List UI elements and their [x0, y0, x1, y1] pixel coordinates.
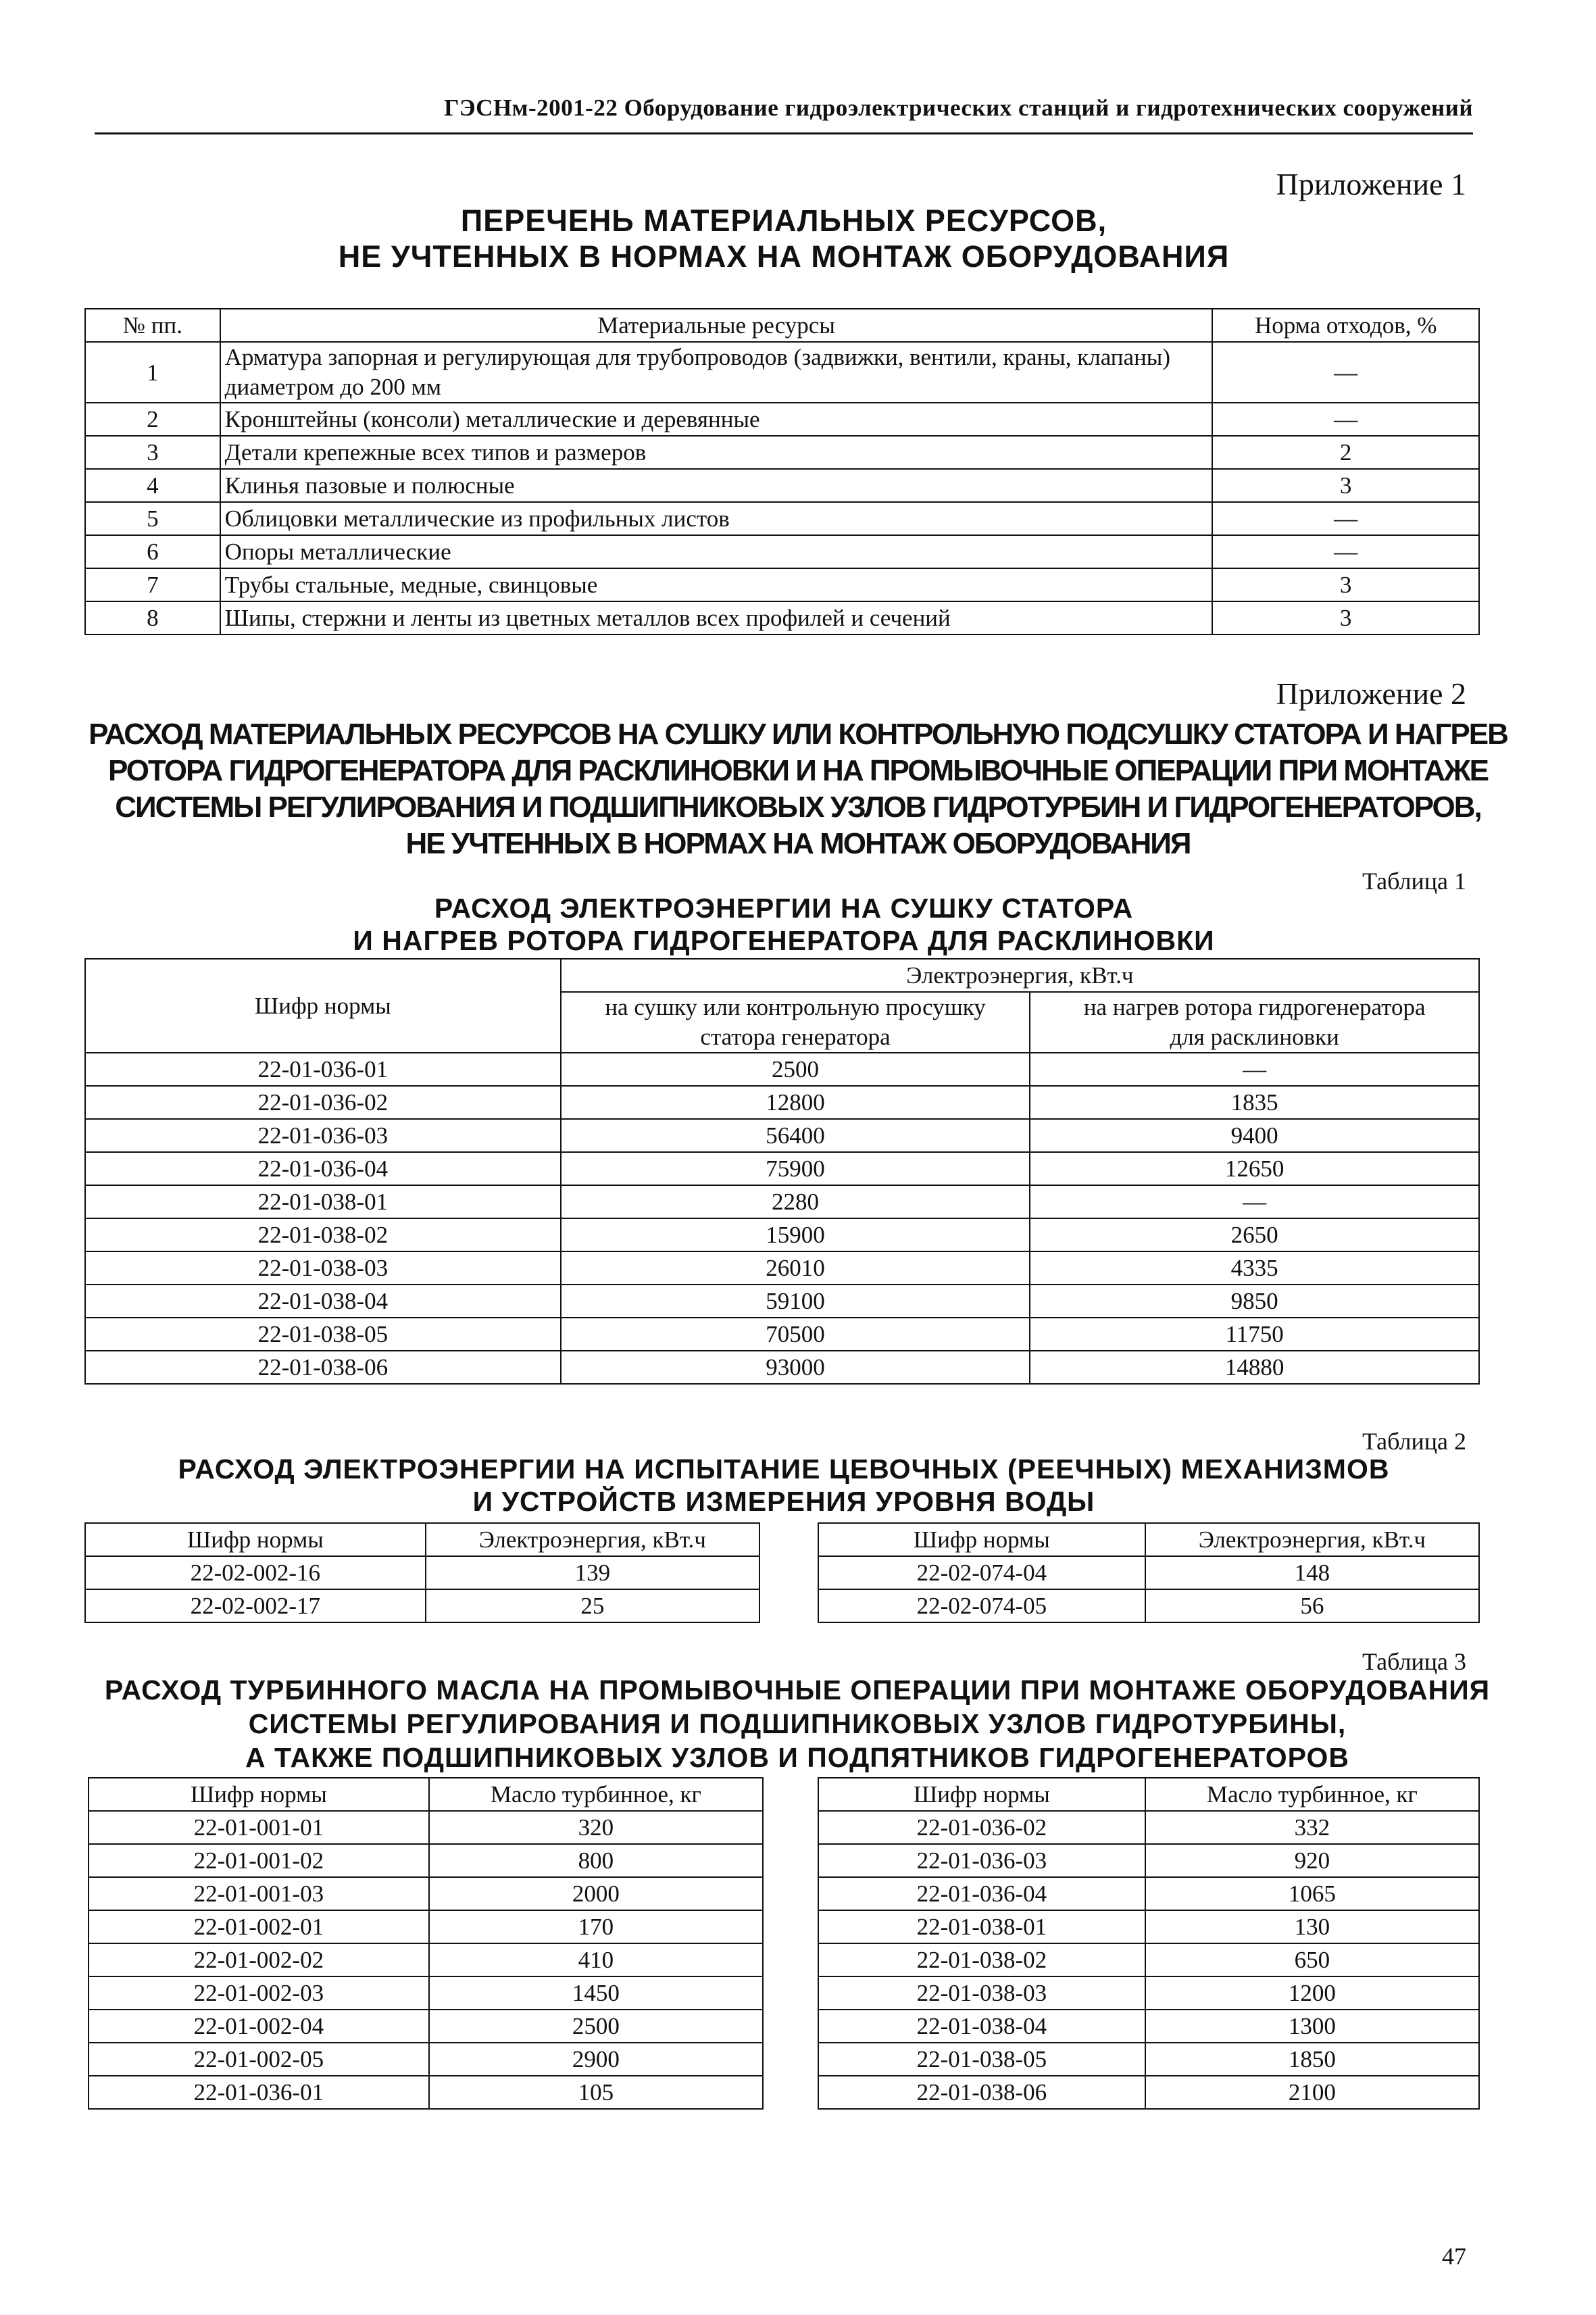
- page-number: 47: [1442, 2243, 1466, 2270]
- t1-col-drying-line1: на сушку или контрольную просушку: [605, 994, 986, 1020]
- t2-row: [818, 1589, 1479, 1622]
- material-name: Опоры металлические: [220, 535, 1213, 568]
- norm-code: 22-01-001-01: [89, 1811, 429, 1844]
- heating-kwh: 12650: [1030, 1152, 1479, 1185]
- t1-row: [85, 1218, 1479, 1251]
- t3-right-col-code: Шифр нормы: [818, 1778, 1145, 1811]
- norm-code: 22-01-038-04: [818, 2010, 1145, 2043]
- row-num: 7: [85, 568, 220, 601]
- norm-code: 22-01-038-01: [85, 1185, 561, 1218]
- norm-value: 800: [429, 1844, 763, 1877]
- t1-row: [85, 1351, 1479, 1384]
- norm-code: 22-01-002-04: [89, 2010, 429, 2043]
- t1-col-heating: [1030, 992, 1479, 1053]
- row-num: 4: [85, 469, 220, 502]
- t3-row: [89, 1910, 763, 1943]
- header-rule: [95, 132, 1473, 134]
- materials-row: [85, 342, 1479, 403]
- norm-value: 139: [426, 1556, 759, 1589]
- heating-kwh: 11750: [1030, 1318, 1479, 1351]
- t3-row: [818, 2076, 1479, 2109]
- heating-kwh: —: [1030, 1185, 1479, 1218]
- drying-kwh: 12800: [561, 1086, 1030, 1119]
- col-header-num: № пп.: [85, 309, 220, 342]
- waste-norm: 2: [1212, 436, 1479, 469]
- t2-row: [85, 1589, 759, 1622]
- norm-code: 22-01-038-03: [85, 1251, 561, 1285]
- t2-left-col-code: Шифр нормы: [85, 1523, 426, 1556]
- t3-row: [89, 1844, 763, 1877]
- norm-value: 920: [1145, 1844, 1479, 1877]
- waste-norm: 3: [1212, 469, 1479, 502]
- table1-title-line2: И НАГРЕВ РОТОРА ГИДРОГЕНЕРАТОРА ДЛЯ РАСКЛИНОВКИ: [353, 925, 1215, 956]
- table2-title-line1: РАСХОД ЭЛЕКТРОЭНЕРГИИ НА ИСПЫТАНИЕ ЦЕВОЧНЫХ (РЕЕЧНЫХ) МЕХАНИЗМОВ: [178, 1453, 1390, 1485]
- t1-row: [85, 1318, 1479, 1351]
- drying-kwh: 59100: [561, 1285, 1030, 1318]
- norm-code: 22-01-038-04: [85, 1285, 561, 1318]
- norm-code: 22-02-074-05: [818, 1589, 1145, 1622]
- t2-right-col-code: Шифр нормы: [818, 1523, 1145, 1556]
- norm-code: 22-01-002-05: [89, 2043, 429, 2076]
- running-header: ГЭСНм-2001-22 Оборудование гидроэлектрических станций и гидротехнических сооружений: [444, 95, 1473, 121]
- t3-row: [89, 1976, 763, 2010]
- table2-label: Таблица 2: [1362, 1428, 1466, 1455]
- table3-title-line2: СИСТЕМЫ РЕГУЛИРОВАНИЯ И ПОДШИПНИКОВЫХ УЗЛОВ ГИДРОТУРБИНЫ,: [248, 1708, 1347, 1739]
- t3-row: [89, 2010, 763, 2043]
- material-name: Детали крепежные всех типов и размеров: [220, 436, 1213, 469]
- appendix2-label: Приложение 2: [1276, 676, 1466, 711]
- norm-value: 25: [426, 1589, 759, 1622]
- norm-value: 320: [429, 1811, 763, 1844]
- drying-kwh: 75900: [561, 1152, 1030, 1185]
- t2-right-col-value: Электроэнергия, кВт.ч: [1145, 1523, 1479, 1556]
- t1-row: [85, 1251, 1479, 1285]
- norm-value: 2500: [429, 2010, 763, 2043]
- t3-left-table: [88, 1777, 764, 2110]
- t1-col-code: Шифр нормы: [85, 959, 561, 1053]
- norm-value: 650: [1145, 1943, 1479, 1976]
- norm-code: 22-01-036-04: [85, 1152, 561, 1185]
- t1-col-drying: [561, 992, 1030, 1053]
- drying-kwh: 26010: [561, 1251, 1030, 1285]
- norm-code: 22-01-038-02: [818, 1943, 1145, 1976]
- appendix2-title-line2: РОТОРА ГИДРОГЕНЕРАТОРА ДЛЯ РАСКЛИНОВКИ И НА ПРОМЫВОЧНЫЕ ОПЕРАЦИИ ПРИ МОНТАЖЕ: [108, 754, 1488, 787]
- table2-title-line2: И УСТРОЙСТВ ИЗМЕРЕНИЯ УРОВНЯ ВОДЫ: [472, 1486, 1095, 1517]
- table3-title-line3: А ТАКЖЕ ПОДШИПНИКОВЫХ УЗЛОВ И ПОДПЯТНИКОВ ГИДРОГЕНЕРАТОРОВ: [245, 1742, 1349, 1773]
- appendix2-title-line4: НЕ УЧТЕННЫХ В НОРМАХ НА МОНТАЖ ОБОРУДОВАНИЯ: [405, 827, 1191, 860]
- t3-row: [818, 2043, 1479, 2076]
- materials-row: [85, 469, 1479, 502]
- norm-code: 22-01-001-03: [89, 1877, 429, 1910]
- t3-right-table: [818, 1777, 1480, 2110]
- heating-kwh: 9400: [1030, 1119, 1479, 1152]
- norm-code: 22-01-002-02: [89, 1943, 429, 1976]
- t1-col-group: Электроэнергия, кВт.ч: [561, 959, 1479, 992]
- norm-code: 22-01-036-01: [89, 2076, 429, 2109]
- appendix2-title-line3: СИСТЕМЫ РЕГУЛИРОВАНИЯ И ПОДШИПНИКОВЫХ УЗЛОВ ГИДРОТУРБИН И ГИДРОГЕНЕРАТОРОВ,: [115, 791, 1481, 824]
- norm-code: 22-01-036-01: [85, 1053, 561, 1086]
- drying-kwh: 2500: [561, 1053, 1030, 1086]
- t2-row: [818, 1556, 1479, 1589]
- materials-row: [85, 403, 1479, 436]
- table3-label: Таблица 3: [1362, 1648, 1466, 1675]
- norm-value: 1065: [1145, 1877, 1479, 1910]
- table2-title: [95, 1453, 1473, 1518]
- t3-left-col-code: Шифр нормы: [89, 1778, 429, 1811]
- norm-code: 22-01-038-01: [818, 1910, 1145, 1943]
- materials-row: [85, 568, 1479, 601]
- col-header-resources: Материальные ресурсы: [220, 309, 1213, 342]
- drying-kwh: 2280: [561, 1185, 1030, 1218]
- heating-kwh: 9850: [1030, 1285, 1479, 1318]
- material-name: Трубы стальные, медные, свинцовые: [220, 568, 1213, 601]
- norm-code: 22-01-038-06: [85, 1351, 561, 1384]
- heating-kwh: 2650: [1030, 1218, 1479, 1251]
- norm-value: 2900: [429, 2043, 763, 2076]
- t2-row: [85, 1556, 759, 1589]
- t1-row: [85, 1053, 1479, 1086]
- waste-norm: —: [1212, 502, 1479, 535]
- drying-kwh: 70500: [561, 1318, 1030, 1351]
- row-num: 5: [85, 502, 220, 535]
- t2-left-table: [84, 1522, 760, 1623]
- heating-kwh: 1835: [1030, 1086, 1479, 1119]
- appendix1-label: Приложение 1: [1276, 167, 1466, 201]
- norm-value: 130: [1145, 1910, 1479, 1943]
- row-num: 8: [85, 601, 220, 634]
- norm-value: 410: [429, 1943, 763, 1976]
- norm-code: 22-01-038-03: [818, 1976, 1145, 2010]
- norm-code: 22-02-002-17: [85, 1589, 426, 1622]
- t2-left-col-value: Электроэнергия, кВт.ч: [426, 1523, 759, 1556]
- appendix1-title: [95, 203, 1473, 274]
- appendix2-title-line1: РАСХОД МАТЕРИАЛЬНЫХ РЕСУРСОВ НА СУШКУ ИЛИ КОНТРОЛЬНУЮ ПОДСУШКУ СТАТОРА И НАГРЕВ: [89, 718, 1507, 751]
- materials-row: [85, 436, 1479, 469]
- waste-norm: 3: [1212, 568, 1479, 601]
- t3-row: [818, 1976, 1479, 2010]
- heating-kwh: 4335: [1030, 1251, 1479, 1285]
- t1-row: [85, 1119, 1479, 1152]
- t3-row: [89, 1943, 763, 1976]
- norm-code: 22-01-038-05: [85, 1318, 561, 1351]
- appendix2-title: [0, 716, 1596, 862]
- row-num: 3: [85, 436, 220, 469]
- norm-value: 2000: [429, 1877, 763, 1910]
- row-num: 6: [85, 535, 220, 568]
- col-header-norm: Норма отходов, %: [1212, 309, 1479, 342]
- t1-row: [85, 1152, 1479, 1185]
- drying-kwh: 15900: [561, 1218, 1030, 1251]
- norm-value: 1850: [1145, 2043, 1479, 2076]
- table3-title-line1: РАСХОД ТУРБИННОГО МАСЛА НА ПРОМЫВОЧНЫЕ ОПЕРАЦИИ ПРИ МОНТАЖЕ ОБОРУДОВАНИЯ: [104, 1674, 1491, 1706]
- t3-row: [818, 1943, 1479, 1976]
- t1-col-heating-line2: для расклиновки: [1170, 1024, 1339, 1050]
- materials-row: [85, 535, 1479, 568]
- t3-row: [89, 2043, 763, 2076]
- table1-title-line1: РАСХОД ЭЛЕКТРОЭНЕРГИИ НА СУШКУ СТАТОРА: [434, 893, 1134, 924]
- norm-value: 1300: [1145, 2010, 1479, 2043]
- table1-title: [95, 892, 1473, 957]
- materials-header-row: [85, 309, 1479, 342]
- t1-col-drying-line2: статора генератора: [700, 1024, 891, 1050]
- norm-code: 22-01-036-03: [85, 1119, 561, 1152]
- materials-row: [85, 502, 1479, 535]
- table1-label: Таблица 1: [1362, 868, 1466, 895]
- material-name: Облицовки металлические из профильных листов: [220, 502, 1213, 535]
- t3-row: [89, 1811, 763, 1844]
- heating-kwh: 14880: [1030, 1351, 1479, 1384]
- material-name: Кронштейны (консоли) металлические и деревянные: [220, 403, 1213, 436]
- t3-row: [818, 1910, 1479, 1943]
- materials-row: [85, 601, 1479, 634]
- waste-norm: —: [1212, 342, 1479, 403]
- norm-code: 22-01-036-02: [818, 1811, 1145, 1844]
- t3-row: [818, 1877, 1479, 1910]
- material-name: Клинья пазовые и полюсные: [220, 469, 1213, 502]
- row-num: 1: [85, 342, 220, 403]
- t1-row: [85, 1285, 1479, 1318]
- t1-row: [85, 1185, 1479, 1218]
- t3-row: [89, 2076, 763, 2109]
- t3-right-col-value: Масло турбинное, кг: [1145, 1778, 1479, 1811]
- electricity-drying-table: [84, 958, 1480, 1385]
- waste-norm: —: [1212, 403, 1479, 436]
- t1-row: [85, 1086, 1479, 1119]
- norm-value: 1200: [1145, 1976, 1479, 2010]
- materials-table: [84, 308, 1480, 635]
- norm-code: 22-01-001-02: [89, 1844, 429, 1877]
- norm-value: 105: [429, 2076, 763, 2109]
- drying-kwh: 93000: [561, 1351, 1030, 1384]
- t3-row: [89, 1877, 763, 1910]
- norm-value: 170: [429, 1910, 763, 1943]
- table3-title: [41, 1673, 1554, 1774]
- norm-code: 22-01-038-05: [818, 2043, 1145, 2076]
- norm-code: 22-01-036-03: [818, 1844, 1145, 1877]
- norm-code: 22-02-002-16: [85, 1556, 426, 1589]
- appendix1-title-line2: НЕ УЧТЕННЫХ В НОРМАХ НА МОНТАЖ ОБОРУДОВАНИЯ: [338, 239, 1230, 274]
- waste-norm: —: [1212, 535, 1479, 568]
- t1-col-heating-line1: на нагрев ротора гидрогенератора: [1083, 994, 1426, 1020]
- norm-value: 56: [1145, 1589, 1479, 1622]
- norm-code: 22-01-036-04: [818, 1877, 1145, 1910]
- row-num: 2: [85, 403, 220, 436]
- material-name: Арматура запорная и регулирующая для трубопроводов (задвижки, вентили, краны, клапаны) диаметром до 200 мм: [220, 342, 1213, 403]
- norm-value: 2100: [1145, 2076, 1479, 2109]
- norm-value: 1450: [429, 1976, 763, 2010]
- t2-right-table: [818, 1522, 1480, 1623]
- norm-value: 332: [1145, 1811, 1479, 1844]
- norm-code: 22-01-038-02: [85, 1218, 561, 1251]
- appendix1-title-line1: ПЕРЕЧЕНЬ МАТЕРИАЛЬНЫХ РЕСУРСОВ,: [460, 203, 1107, 238]
- drying-kwh: 56400: [561, 1119, 1030, 1152]
- heating-kwh: —: [1030, 1053, 1479, 1086]
- waste-norm: 3: [1212, 601, 1479, 634]
- material-name: Шипы, стержни и ленты из цветных металлов всех профилей и сечений: [220, 601, 1213, 634]
- norm-code: 22-01-036-02: [85, 1086, 561, 1119]
- norm-value: 148: [1145, 1556, 1479, 1589]
- t3-row: [818, 1844, 1479, 1877]
- t3-left-col-value: Масло турбинное, кг: [429, 1778, 763, 1811]
- norm-code: 22-02-074-04: [818, 1556, 1145, 1589]
- norm-code: 22-01-038-06: [818, 2076, 1145, 2109]
- norm-code: 22-01-002-01: [89, 1910, 429, 1943]
- t3-row: [818, 1811, 1479, 1844]
- norm-code: 22-01-002-03: [89, 1976, 429, 2010]
- t3-row: [818, 2010, 1479, 2043]
